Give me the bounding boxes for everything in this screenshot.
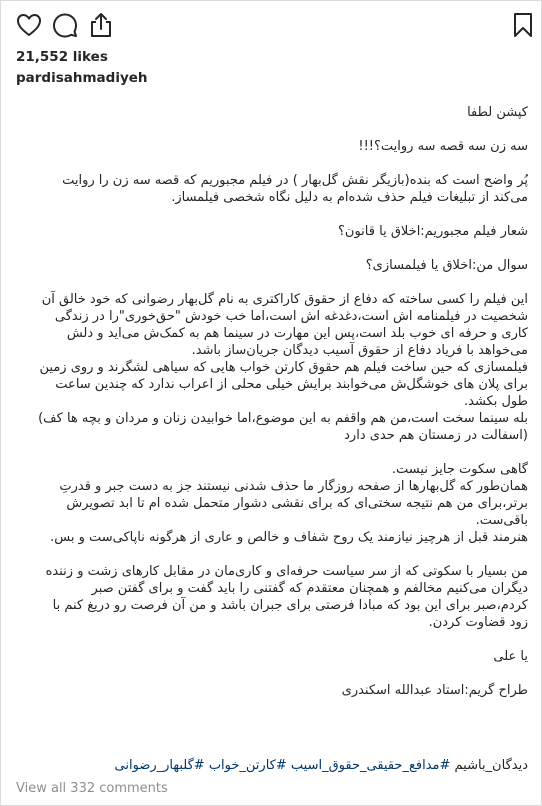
comment-icon	[51, 11, 79, 39]
caption-line: بله سینما سخت است،من هم واقفم به این موضوع،اما خوابیدن زنان و مردان و بچه ها کف)	[38, 411, 528, 426]
username[interactable]: pardisahmadiyeh	[16, 70, 148, 86]
share-button[interactable]	[87, 11, 115, 39]
caption-line: کردم،صبر برای این بود که مبادا فرصتی برای جبران باشد و من آن فرصت رو دریغ کنم با	[52, 598, 528, 613]
hashtags	[14, 757, 528, 774]
caption-line: برتر،برای من هم نتیجه سختی‌ای که برای نقشی دشوار متحمل شده ام تا ابد تصویرش	[66, 496, 528, 511]
caption-line: باقی‌ست.	[475, 513, 528, 528]
likes-count[interactable]: 21,552 likes	[16, 49, 108, 65]
caption-line: زود قضاوت کردن.	[428, 615, 528, 630]
hashtag-link[interactable]: #مدافع_حقیقی_حقوق_اسیب	[290, 758, 451, 773]
comment-button[interactable]	[51, 11, 79, 39]
caption-line: هنرمند قبل از هرچیز نیازمند یک روح شفاف و خالص و عاری از هرگونه ناپاکی‌ست و بس.	[50, 530, 528, 545]
caption-spacer	[14, 444, 528, 461]
hashtag-link[interactable]: #گلبهار_رضوانی	[114, 758, 205, 773]
caption-spacer	[14, 121, 528, 138]
heart-icon	[15, 11, 43, 39]
caption-line: طول بکشد.	[464, 394, 528, 409]
caption-line: سوال من:اخلاق یا فیلمسازی؟	[365, 258, 528, 273]
share-icon	[87, 11, 115, 39]
caption-spacer	[14, 546, 528, 563]
caption-line: می‌کند از تبلیغات فیلم حذف شده‌ام به دلیل نگاه شخصی فیلمساز.	[171, 190, 528, 205]
hashtag-prefix: دیدگان_باشیم	[454, 758, 528, 773]
caption-line: می‌خواهد با فریاد دفاع از حقوق آسیب دیدگان جریان‌ساز باشد.	[191, 343, 528, 358]
caption	[14, 104, 528, 699]
caption-line: همان‌طور که گل‌بهارها از صفحه روزگار ما حذف شدنی نیستند جز به دست جبر و قدرتِ	[59, 479, 528, 494]
caption-spacer	[14, 155, 528, 172]
caption-line: شعار فیلم مجبوریم:اخلاق یا قانون؟	[338, 224, 528, 239]
caption-line: کپشن لطفا	[467, 105, 528, 120]
caption-line: گاهی سکوت جایز نیست.	[391, 462, 528, 477]
caption-spacer	[14, 274, 528, 291]
bookmark-icon	[509, 11, 537, 39]
caption-line: برای پلان های خوشگل‌ش می‌خوابند برایش خیلی محلی از اعراب ندارد که چندین ساعت	[55, 377, 528, 392]
hashtag-link[interactable]: #کارتن_خواب	[208, 758, 287, 773]
caption-line: (اسفالت در زمستان هم حدی دارد	[344, 428, 528, 443]
caption-line: این فیلم را کسی ساخته که دفاع از حقوق کاراکتری به نام گل‌بهار رضوانی که خود خالق آن	[41, 292, 528, 307]
action-bar	[1, 1, 541, 49]
caption-line: من بسیار با سکوتی که از سر سیاست حرفه‌ای و کاری‌مان در مقابل کارهای زشت و زننده	[45, 564, 528, 579]
save-button[interactable]	[509, 11, 537, 39]
caption-spacer	[14, 631, 528, 648]
caption-spacer	[14, 206, 528, 223]
caption-line: طراح گریم:استاد عبدالله اسکندری	[341, 683, 528, 698]
caption-line: شخصیت در فیلمنامه اش است،دغدغه اش است،اما خب خودش "حق‌خوری"را در زندگی	[54, 309, 528, 324]
caption-spacer	[14, 665, 528, 682]
caption-line: کاری و حرفه ای خوب بلد است،پس این مهارت در سینما هم به کمک‌ش می‌اید و دلش	[66, 326, 528, 341]
view-all-comments-link[interactable]: View all 332 comments	[16, 781, 168, 796]
like-button[interactable]	[15, 11, 43, 39]
caption-line: یا علی	[493, 649, 528, 664]
caption-spacer	[14, 240, 528, 257]
caption-line: فیلمسازی که حین ساخت فیلم هم حقوق کارتن خواب هایی که سیاهی لشگرند و روی زمین	[39, 360, 528, 375]
caption-line: دیگران می‌کنیم مخالفم و همچنان معتقدم که گفتنی را باید گفت و برای گفتن صبر	[91, 581, 528, 596]
caption-line: سه زن سه قصه سه روایت؟!!!	[358, 139, 528, 154]
caption-line: پُر واضح است که بنده(بازیگر نقش گل‌بهار ) در فیلم مجبوریم که قصه سه زن را روایت	[62, 173, 528, 188]
